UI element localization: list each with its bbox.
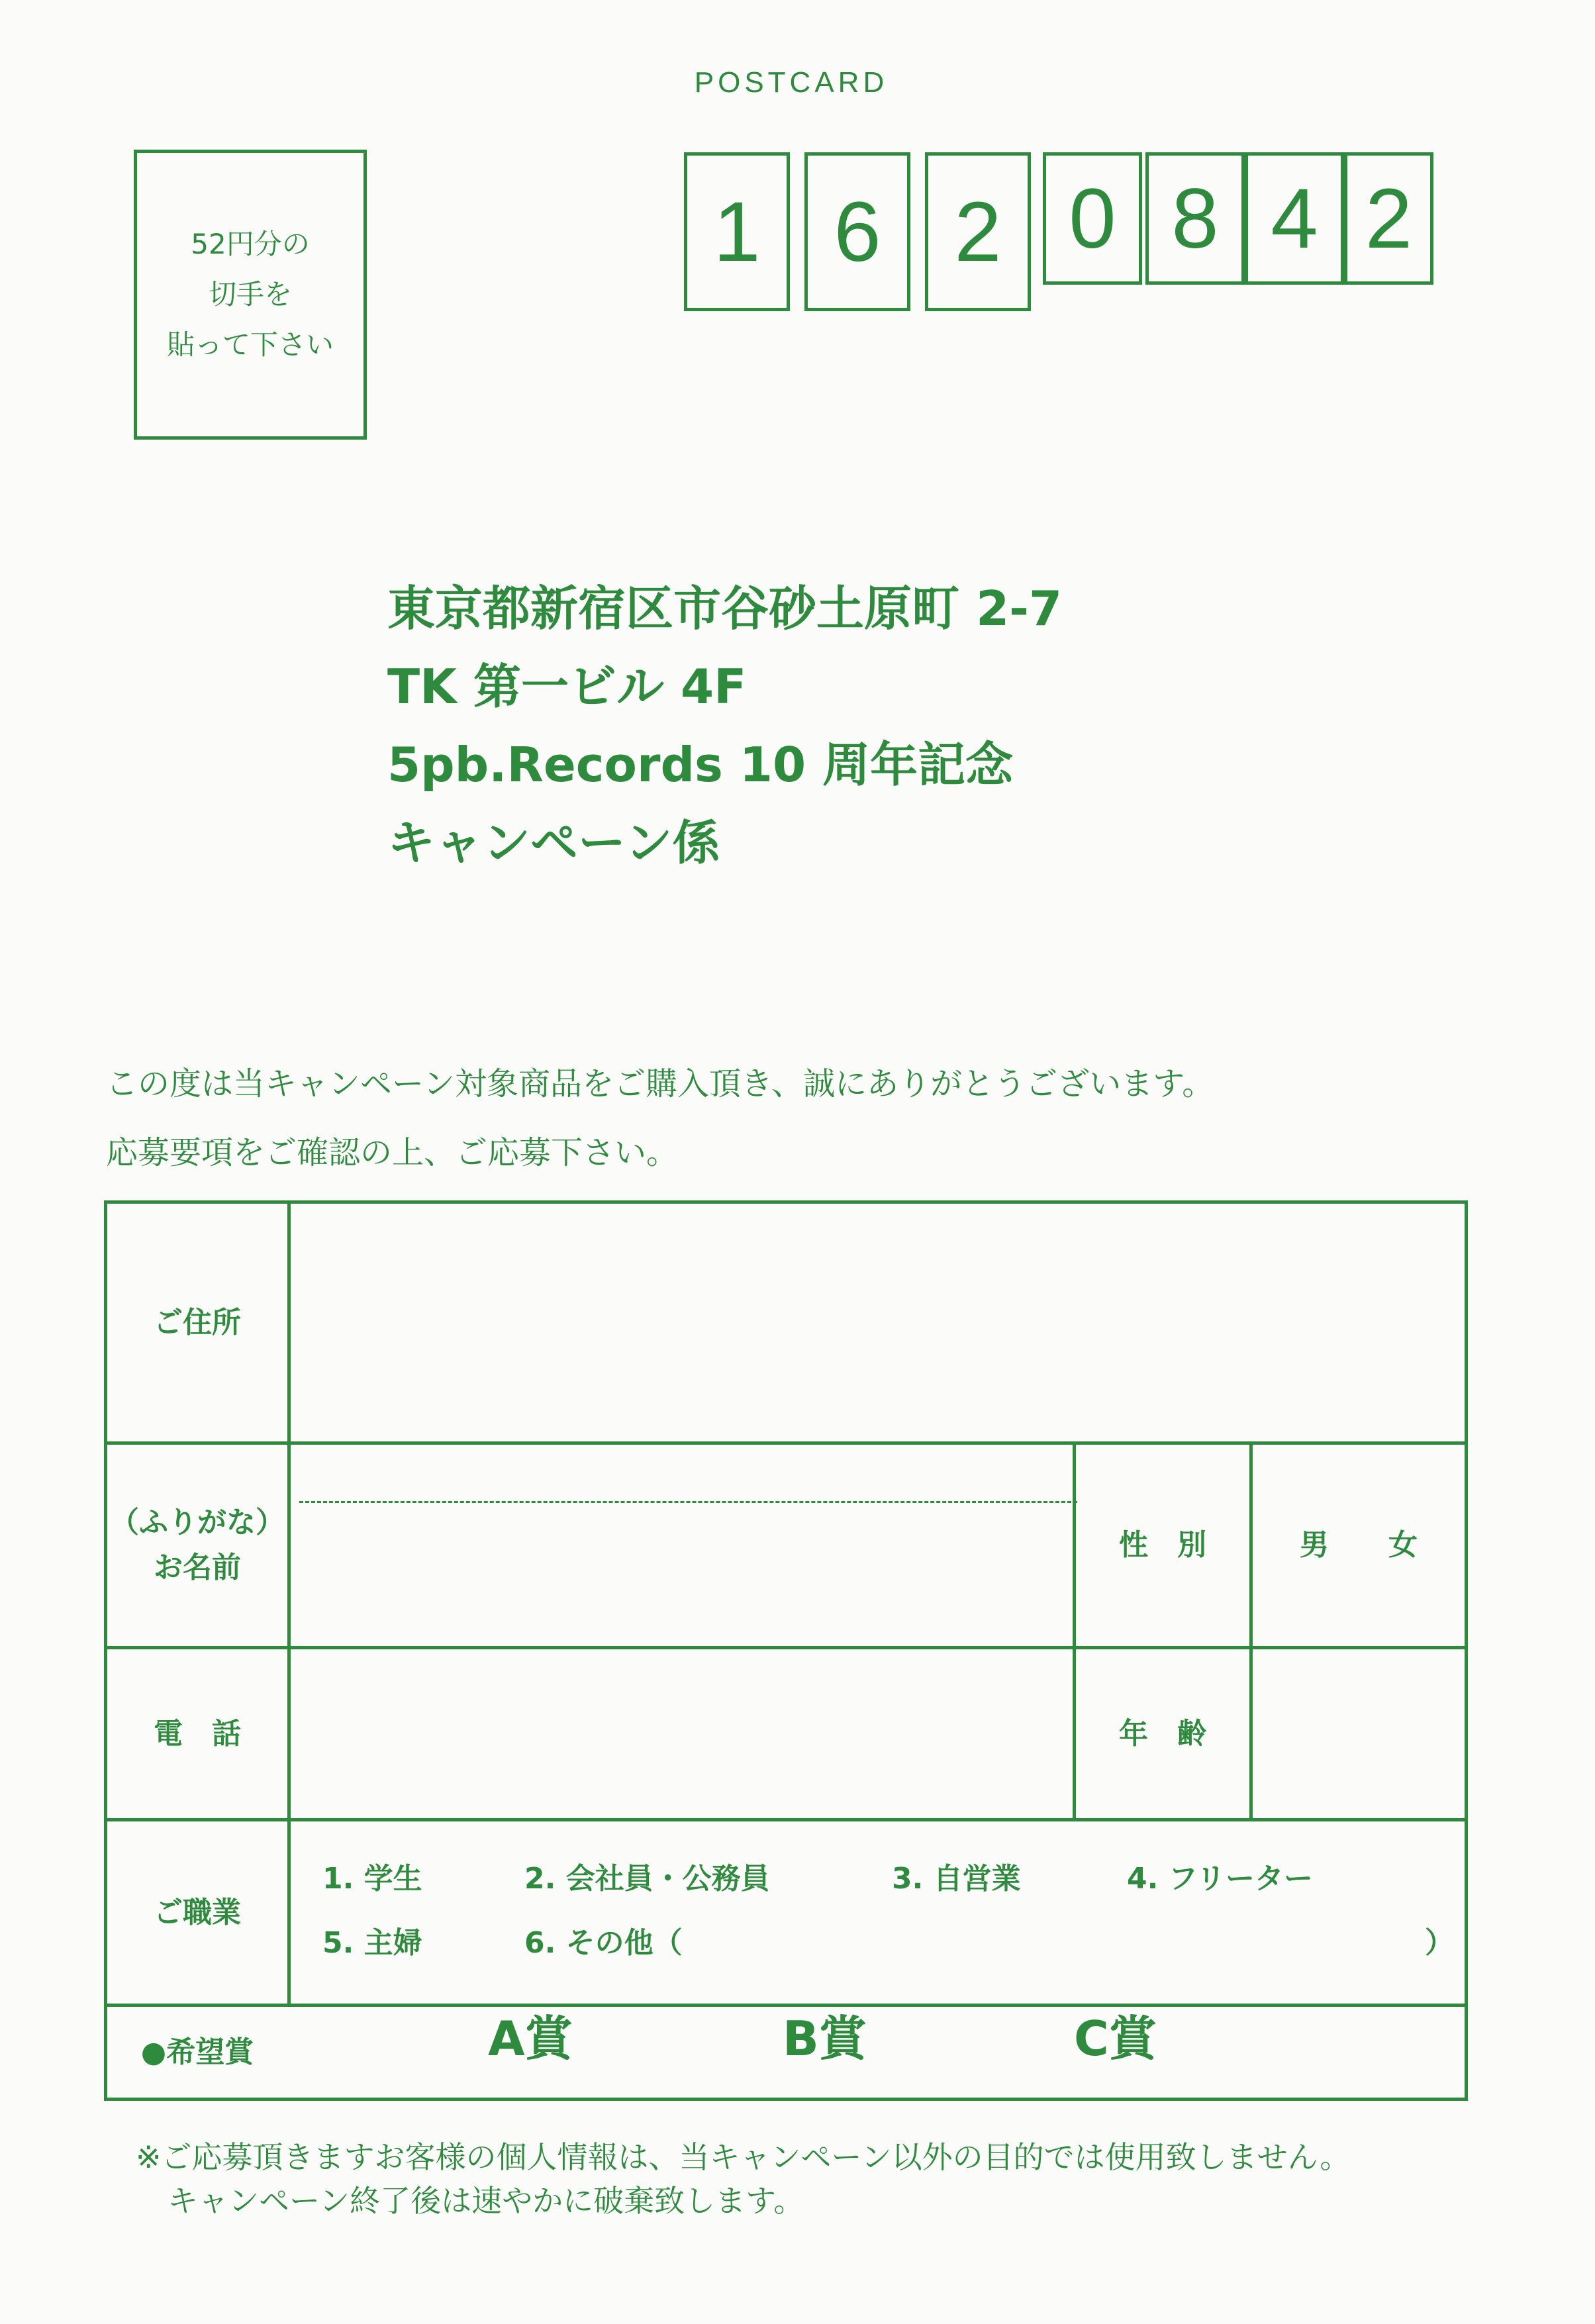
postal-code-digit: 2 [1344,152,1433,285]
occupation-label: ご職業 [154,1895,241,1929]
occupation-option[interactable]: 4. フリーター [1127,1862,1313,1896]
prize-option-a[interactable]: A賞 [488,2011,573,2066]
furigana-label: （ふりがな） [110,1506,285,1539]
occupation-option[interactable]: 5. 主婦 [322,1926,422,1960]
stamp-text-line: 切手を [208,278,292,311]
postal-code-digit: 1 [684,152,790,311]
column-divider [287,1204,291,2004]
gender-label: 性 別 [1119,1528,1206,1562]
footnote-line: キャンペーン終了後は速やかに破棄致します。 [168,2183,804,2219]
gender-option-female[interactable]: 女 [1388,1528,1418,1562]
stamp-box [134,150,367,440]
row-divider [107,1818,1465,1821]
postal-code-digit: 0 [1043,152,1142,285]
prize-option-c[interactable]: C賞 [1074,2011,1157,2066]
gender-option-male[interactable]: 男 [1300,1528,1329,1562]
name-label-cell [107,1445,287,1646]
occupation-option[interactable]: 3. 自営業 [892,1862,1021,1896]
address-label: ご住所 [154,1305,241,1339]
address-line: TK 第一ビル 4F [387,659,747,714]
postal-code-digit: 8 [1145,152,1245,285]
privacy-footnote [136,2135,1350,2223]
footnote-line: ※ご応募頂きますお客様の個人情報は、当キャンペーン以外の目的では使用致しません。 [136,2139,1351,2175]
furigana-dashed-line [299,1501,1077,1503]
postcard-label: POSTCARD [694,66,889,99]
recipient-address [387,569,1062,882]
address-line: キャンペーン係 [387,815,720,871]
intro-line: この度は当キャンペーン対象商品をご購入頂き、誠にありがとうございます。 [106,1065,1214,1102]
prize-label: ●希望賞 [140,2035,254,2069]
stamp-text-line: 貼って下さい [166,328,334,361]
prize-option-b[interactable]: B賞 [783,2011,867,2066]
postal-code-digit: 4 [1245,152,1344,285]
occupation-option[interactable]: 1. 学生 [322,1862,422,1896]
intro-line: 応募要項をご確認の上、ご応募下さい。 [106,1134,679,1171]
row-divider [107,1646,1465,1649]
occupation-option[interactable]: 2. 会社員・公務員 [524,1862,770,1896]
name-label: お名前 [154,1551,241,1584]
entry-form [104,1200,1468,2101]
phone-label: 電 話 [154,1716,241,1751]
age-label: 年 齢 [1119,1716,1206,1751]
intro-text [106,1049,1214,1187]
gender-options [1253,1445,1465,1646]
stamp-text-line: 52円分の [191,228,310,260]
occupation-option[interactable]: 6. その他（ [524,1926,683,1960]
postal-code-digit: 2 [925,152,1031,311]
address-line: 5pb.Records 10 周年記念 [387,737,1014,793]
address-line: 東京都新宿区市谷砂土原町 2-7 [387,581,1063,636]
occupation-close-paren: ） [1425,1926,1454,1960]
postal-code-digit: 6 [804,152,910,311]
